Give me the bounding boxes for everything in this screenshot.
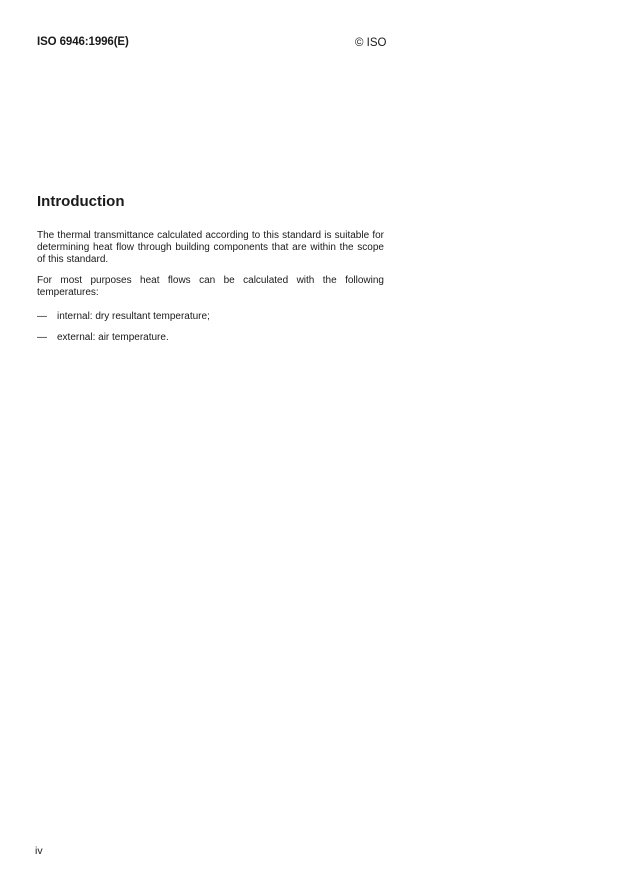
page-number: iv [35,845,43,857]
list-item-internal [37,311,210,323]
paragraph-1: The thermal transmittance calculated according to this standard is suitable for determining heat flow through building components that are within the scope of this standard. [37,230,384,266]
list-marker: — [37,311,47,322]
copyright-notice: © ISO [355,37,387,49]
list-marker: — [37,332,47,343]
paragraph-2: For most purposes heat flows can be calculated with the following temperatures: [37,275,384,299]
section-heading: Introduction [37,193,125,210]
document-identifier: ISO 6946:1996(E) [37,36,129,48]
list-item-text: internal: dry resultant temperature; [57,311,210,322]
list-item-text: external: air temperature. [57,332,169,343]
list-item-external [37,332,169,344]
